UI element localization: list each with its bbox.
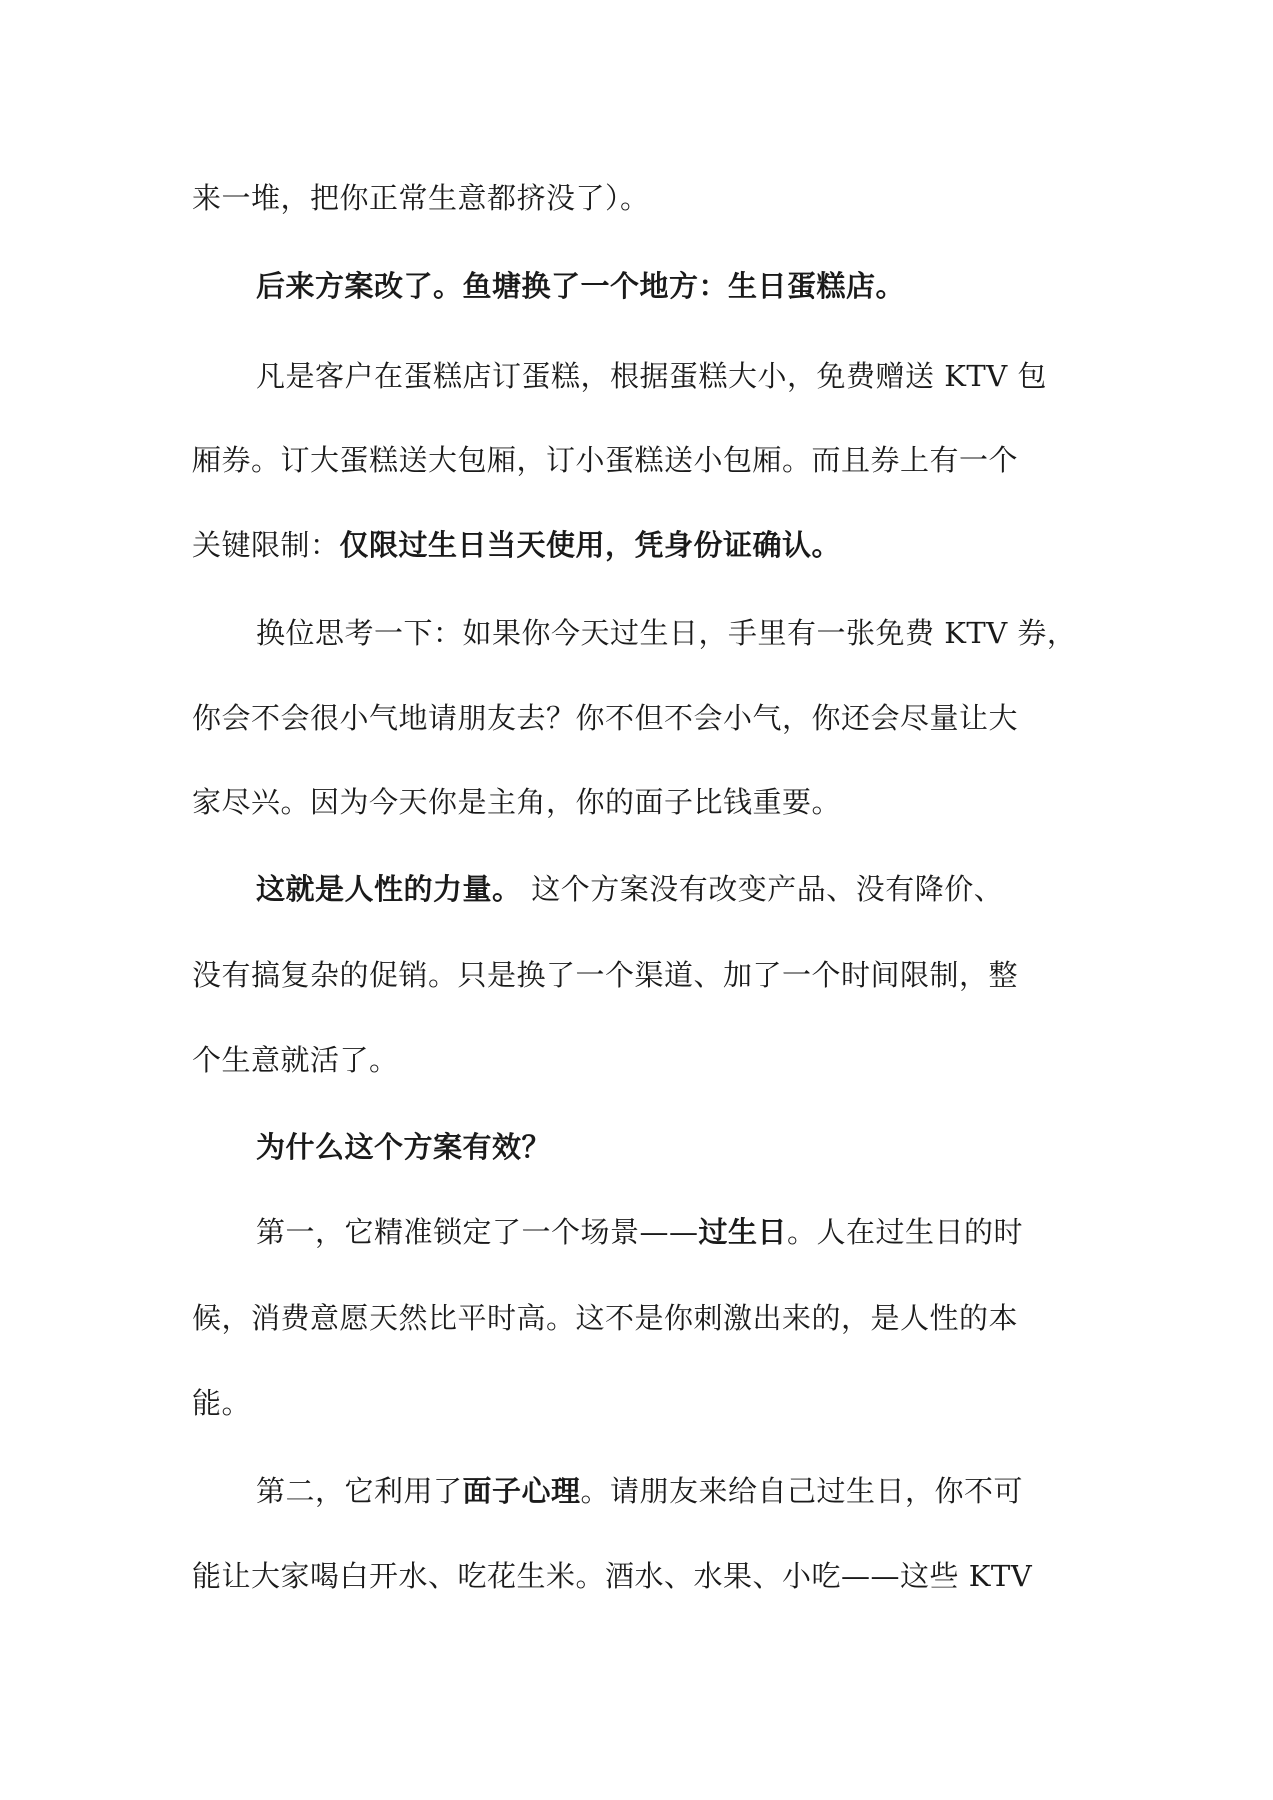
text-line-13 bbox=[256, 1212, 1023, 1252]
text-span: 关键限制： bbox=[192, 528, 340, 562]
text-span: 第一，它精准锁定了一个场景—— bbox=[256, 1215, 699, 1249]
text-line-4 bbox=[192, 440, 1018, 480]
text-span: 这个方案没有改变产品、没有降价、 bbox=[521, 872, 1004, 906]
text-line-11 bbox=[192, 1040, 399, 1080]
text-line-12 bbox=[256, 1127, 551, 1167]
text-line-2 bbox=[256, 266, 905, 306]
text-line-17 bbox=[192, 1556, 1032, 1596]
text-line-7 bbox=[192, 698, 1018, 738]
text-line-6 bbox=[256, 613, 1076, 653]
text-line-5 bbox=[192, 525, 841, 565]
text-span: 没有搞复杂的促销。只是换了一个渠道、加了一个时间限制，整 bbox=[192, 958, 1019, 992]
bold-text-span: 后来方案改了。鱼塘换了一个地方：生日蛋糕店。 bbox=[256, 269, 906, 303]
text-line-16 bbox=[256, 1471, 1023, 1511]
text-line-10 bbox=[192, 955, 1018, 995]
text-line-1 bbox=[192, 178, 650, 218]
text-line-14 bbox=[192, 1298, 1018, 1338]
bold-text-span: 过生日 bbox=[698, 1215, 788, 1249]
text-line-9 bbox=[256, 869, 1003, 909]
text-span: 能。 bbox=[192, 1386, 252, 1420]
text-line-3 bbox=[256, 356, 1047, 396]
text-span: 能让大家喝白开水、吃花生米。酒水、水果、小吃——这些 KTV bbox=[192, 1559, 1033, 1593]
text-span: 换位思考一下：如果你今天过生日，手里有一张免费 KTV 券， bbox=[256, 616, 1077, 650]
text-span: 。请朋友来给自己过生日，你不可 bbox=[580, 1474, 1024, 1508]
text-span: 凡是客户在蛋糕店订蛋糕，根据蛋糕大小，免费赠送 KTV 包 bbox=[256, 359, 1047, 393]
bold-text-span: 面子心理 bbox=[462, 1474, 581, 1508]
text-span: 厢券。订大蛋糕送大包厢，订小蛋糕送小包厢。而且券上有一个 bbox=[192, 443, 1019, 477]
text-span: 第二，它利用了 bbox=[256, 1474, 463, 1508]
bold-text-span: 仅限过生日当天使用，凭身份证确认。 bbox=[339, 528, 842, 562]
text-span: 个生意就活了。 bbox=[192, 1043, 399, 1077]
text-line-15 bbox=[192, 1383, 251, 1423]
bold-text-span: 为什么这个方案有效？ bbox=[256, 1130, 552, 1164]
bold-text-span: 这就是人性的力量。 bbox=[256, 872, 522, 906]
text-span: 你会不会很小气地请朋友去？你不但不会小气，你还会尽量让大 bbox=[192, 701, 1019, 735]
text-span: 候，消费意愿天然比平时高。这不是你刺激出来的，是人性的本 bbox=[192, 1301, 1019, 1335]
text-span: 家尽兴。因为今天你是主角，你的面子比钱重要。 bbox=[192, 785, 842, 819]
text-span: 来一堆，把你正常生意都挤没了）。 bbox=[192, 181, 650, 215]
text-line-8 bbox=[192, 782, 841, 822]
text-span: 。人在过生日的时 bbox=[787, 1215, 1024, 1249]
